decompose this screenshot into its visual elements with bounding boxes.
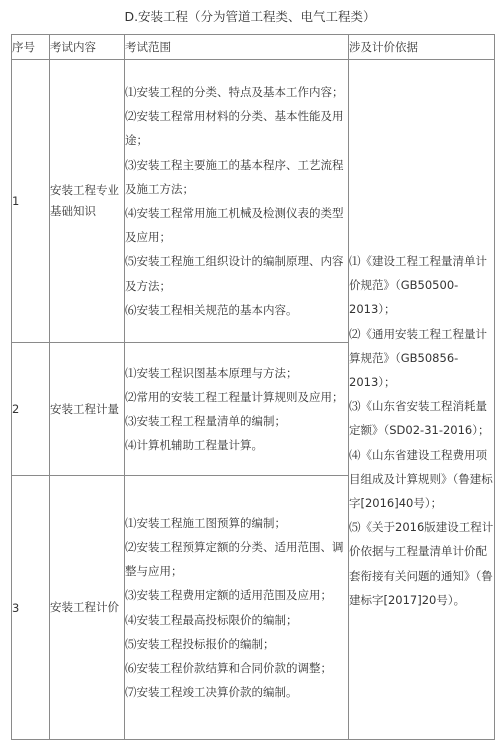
- scope-item: ⑶安装工程工程量清单的编制；: [125, 414, 286, 428]
- scope-item: ⑺安装工程竣工决算价款的编制。: [125, 685, 298, 700]
- scope-item: ⑷安装工程常用施工机械及检测仪表的类型及应用；: [125, 206, 344, 245]
- scope-item: ⑵安装工程预算定额的分类、适用范围、调整与应用；: [125, 539, 344, 579]
- scope-item: ⑵常用的安装工程工程量计算规则及应用；: [125, 389, 344, 404]
- exam-scope-table: [11, 34, 495, 740]
- scope-item: ⑴安装工程识图基本原理与方法；: [125, 365, 298, 380]
- exam-content: 安装工程计量: [50, 343, 125, 476]
- exam-scope: [125, 476, 349, 740]
- scope-item: ⑹安装工程价款结算和合同价款的调整；: [125, 660, 332, 675]
- exam-content: 安装工程专业基础知识: [50, 60, 125, 343]
- scope-item: ⑶安装工程费用定额的适用范围及应用；: [125, 588, 332, 603]
- scope-item: ⑷计算机辅助工程量计算。: [125, 438, 263, 453]
- row-number: 2: [12, 343, 50, 476]
- header-content: 考试内容: [50, 35, 125, 60]
- scope-item: ⑴安装工程的分类、特点及基本工作内容；: [125, 84, 344, 99]
- scope-item: ⑷安装工程最高投标限价的编制；: [125, 612, 298, 627]
- basis-item: ⑴《建设工程工程量清单计价规范》（GB50500-2013）；: [349, 253, 487, 317]
- scope-item: ⑶安装工程主要施工的基本程序、工艺流程及施工方法；: [125, 157, 344, 196]
- exam-content: 安装工程计价: [50, 476, 125, 740]
- table-row: [12, 60, 495, 343]
- header-scope: 考试范围: [125, 35, 349, 60]
- exam-scope: [125, 60, 349, 343]
- row-number: 3: [12, 476, 50, 740]
- basis-item: ⑸《关于2016版建设工程计价依据与工程量清单计价配套衔接有关问题的通知》（鲁建标字[2017]20号）。: [349, 520, 494, 607]
- scope-item: ⑵安装工程常用材料的分类、基本性能及用途；: [125, 109, 344, 148]
- header-row: [12, 35, 495, 60]
- basis-item: ⑵《通用安装工程工程量计算规范》（GB50856-2013）；: [349, 326, 487, 389]
- table-title: D.安装工程（分为管道工程类、电气工程类）: [124, 9, 376, 24]
- scope-item: ⑸安装工程施工组织设计的编制原理、内容及方法；: [125, 254, 344, 293]
- scope-item: ⑹安装工程相关规范的基本内容。: [125, 302, 298, 317]
- header-no: 序号: [12, 35, 50, 60]
- scope-item: ⑴安装工程施工图预算的编制；: [125, 515, 286, 530]
- row-number: 1: [12, 60, 50, 343]
- basis-item: ⑷《山东省建设工程费用项目组成及计算规则》（鲁建标字[2016]40号）；: [349, 447, 493, 510]
- scope-item: ⑸安装工程投标报价的编制；: [125, 636, 275, 651]
- header-basis: 涉及计价依据: [349, 35, 495, 60]
- basis-item: ⑶《山东省安装工程消耗量定额》（SD02-31-2016）；: [349, 399, 490, 438]
- pricing-basis: [349, 60, 495, 740]
- exam-scope: [125, 343, 349, 476]
